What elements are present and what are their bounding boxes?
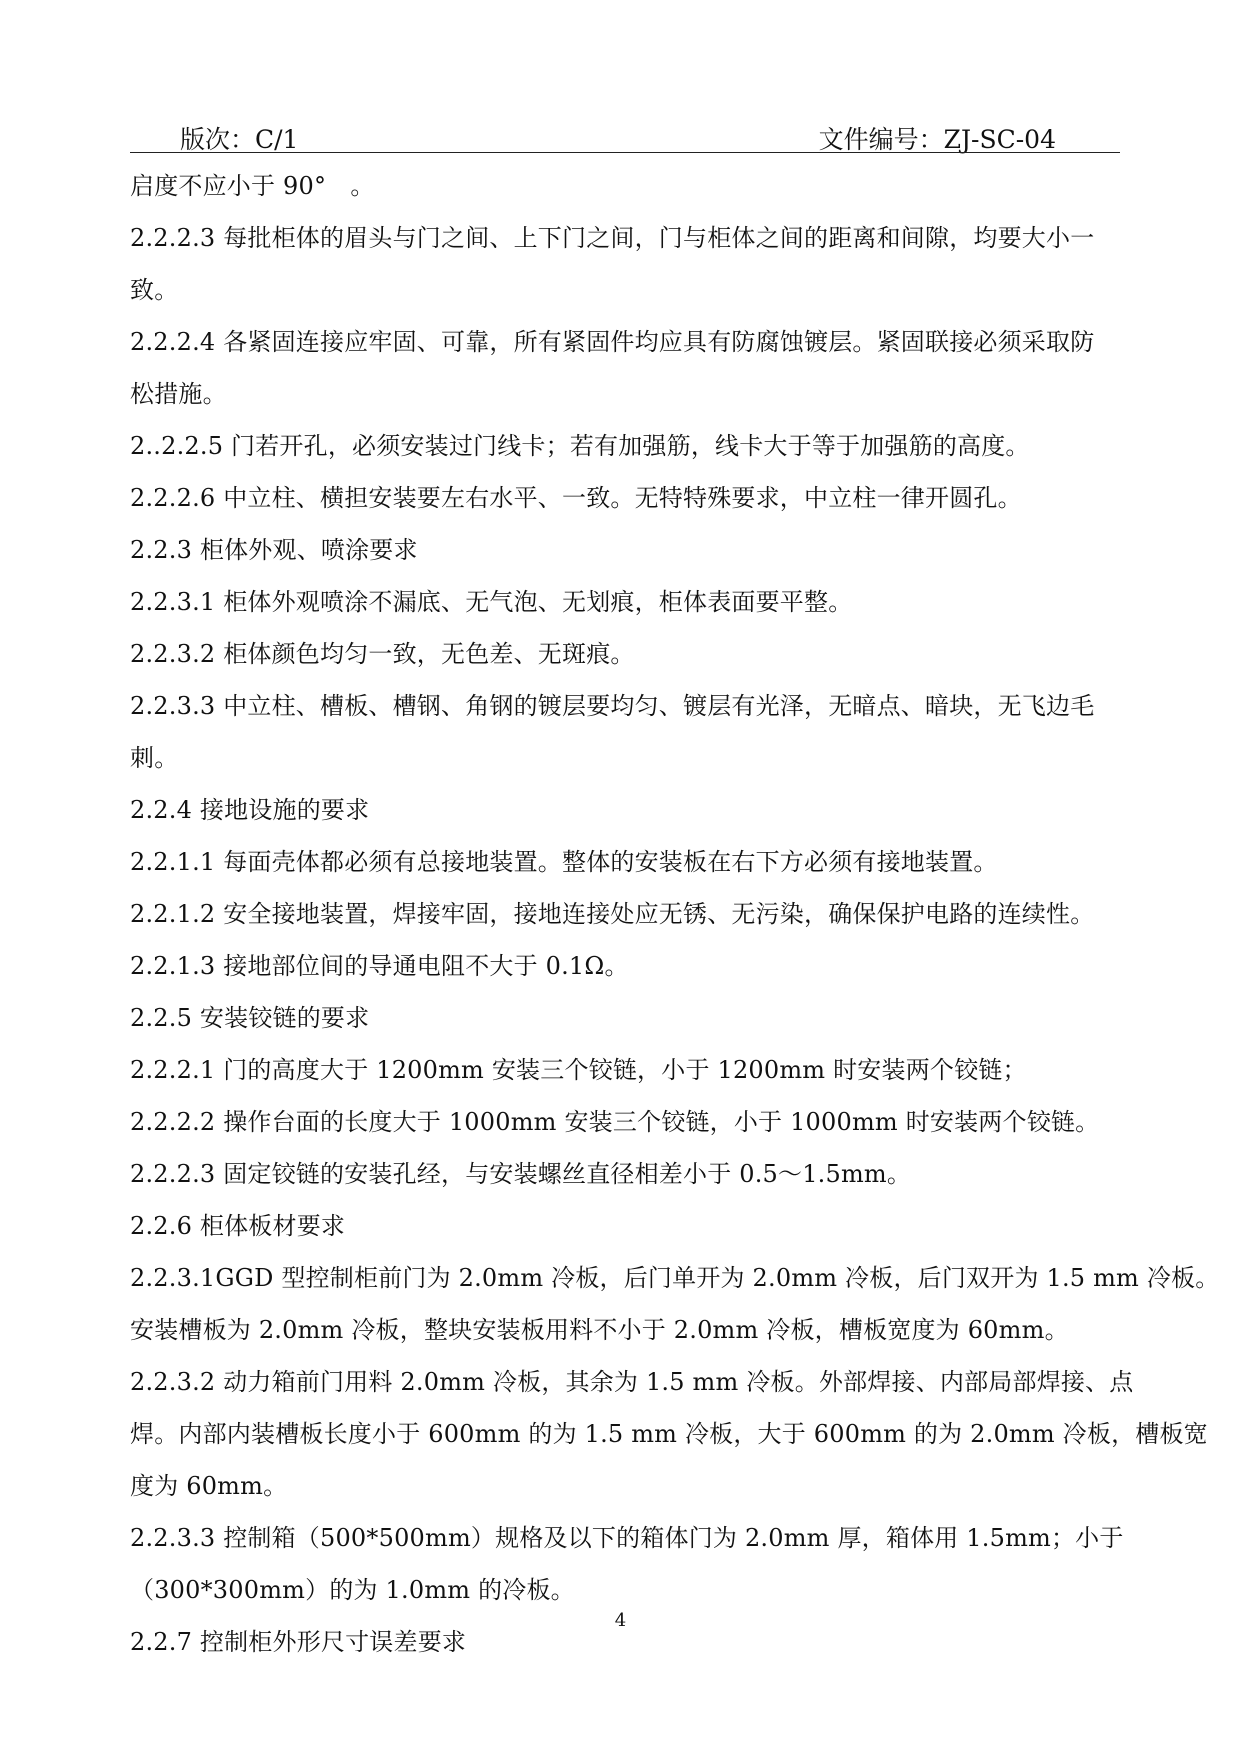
section-heading: 2.2.3 柜体外观、喷涂要求 <box>130 536 418 564</box>
header-divider <box>130 152 1120 153</box>
text-line: 2.2.2.1 门的高度大于 1200mm 安装三个铰链，小于 1200mm 时安装两个铰链； <box>130 1056 1027 1084</box>
text-line: 刺。 <box>130 744 179 772</box>
text-line: 2.2.1.1 每面壳体都必须有总接地装置。整体的安装板在右下方必须有接地装置。 <box>130 848 998 876</box>
text-line: 2.2.2.6 中立柱、横担安装要左右水平、一致。无特特殊要求，中立柱一律开圆孔。 <box>130 484 1022 512</box>
document-body <box>130 160 1220 1668</box>
text-line: 致。 <box>130 276 179 304</box>
text-line: 2.2.2.4 各紧固连接应牢固、可靠，所有紧固件均应具有防腐蚀镀层。紧固联接必须采取防 <box>130 328 1095 356</box>
text-line: 2.2.1.3 接地部位间的导通电阻不大于 0.1Ω。 <box>130 952 629 980</box>
text-line: 启度不应小于 90° 。 <box>130 172 375 200</box>
section-heading: 2.2.6 柜体板材要求 <box>130 1212 346 1240</box>
version-label: 版次：C/1 <box>180 125 299 154</box>
text-line: （300*300mm）的为 1.0mm 的冷板。 <box>130 1576 575 1604</box>
section-heading: 2.2.7 控制柜外形尺寸误差要求 <box>130 1628 467 1656</box>
text-line: 2.2.2.2 操作台面的长度大于 1000mm 安装三个铰链，小于 1000mm 时安装两个铰链。 <box>130 1108 1100 1136</box>
text-line: 2.2.3.3 中立柱、槽板、槽钢、角钢的镀层要均匀、镀层有光泽，无暗点、暗块，无飞边毛 <box>130 692 1095 720</box>
page-footer <box>0 1610 1241 1631</box>
text-line: 2..2.2.5 门若开孔，必须安装过门线卡；若有加强筋，线卡大于等于加强筋的高度。 <box>130 432 1030 460</box>
page-number: 4 <box>614 1610 627 1631</box>
text-line: 2.2.3.3 控制箱（500*500mm）规格及以下的箱体门为 2.0mm 厚，箱体用 1.5mm；小于 <box>130 1524 1124 1552</box>
text-line: 2.2.2.3 固定铰链的安装孔经，与安装螺丝直径相差小于 0.5～1.5mm。 <box>130 1160 912 1188</box>
section-heading: 2.2.4 接地设施的要求 <box>130 796 370 824</box>
text-line: 2.2.3.1GGD 型控制柜前门为 2.0mm 冷板，后门单开为 2.0mm 冷板，后门双开为 1.5 mm 冷板。 <box>130 1264 1220 1292</box>
document-number: 文件编号：ZJ-SC-04 <box>818 125 1056 154</box>
text-line: 度为 60mm。 <box>130 1472 288 1500</box>
text-line: 2.2.3.1 柜体外观喷涂不漏底、无气泡、无划痕，柜体表面要平整。 <box>130 588 853 616</box>
section-heading: 2.2.5 安装铰链的要求 <box>130 1004 370 1032</box>
text-line: 2.2.2.3 每批柜体的眉头与门之间、上下门之间，门与柜体之间的距离和间隙，均要大小一 <box>130 224 1095 252</box>
text-line: 2.2.3.2 柜体颜色均匀一致，无色差、无斑痕。 <box>130 640 635 668</box>
page-header <box>130 114 1120 154</box>
text-line: 2.2.3.2 动力箱前门用料 2.0mm 冷板，其余为 1.5 mm 冷板。外部焊接、内部局部焊接、点 <box>130 1368 1134 1396</box>
text-line: 松措施。 <box>130 380 227 408</box>
text-line: 2.2.1.2 安全接地装置，焊接牢固，接地连接处应无锈、无污染，确保保护电路的连续性。 <box>130 900 1095 928</box>
text-line: 安装槽板为 2.0mm 冷板，整块安装板用料不小于 2.0mm 冷板，槽板宽度为 60mm。 <box>130 1316 1069 1344</box>
text-line: 焊。内部内装槽板长度小于 600mm 的为 1.5 mm 冷板，大于 600mm 的为 2.0mm 冷板，槽板宽 <box>130 1420 1208 1448</box>
